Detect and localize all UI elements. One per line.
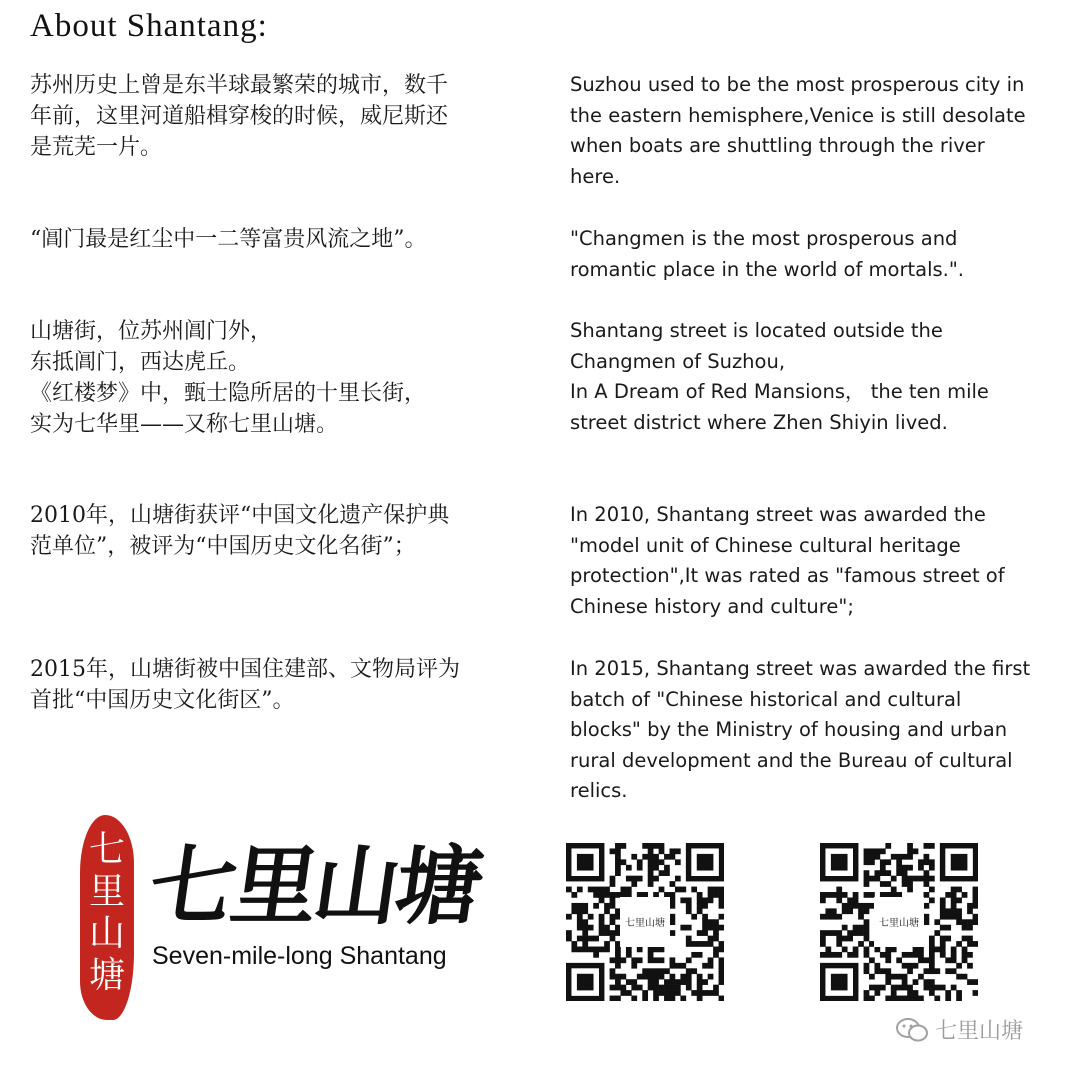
section-zh	[30, 70, 540, 163]
section-en	[570, 654, 1070, 807]
seal-char: 塘	[88, 955, 125, 996]
en-line: relics.	[570, 779, 628, 803]
en-line: batch of "Chinese historical and cultural	[570, 687, 962, 711]
zh-line: 首批“中国历史文化街区”。	[30, 688, 295, 713]
zh-line: 山塘街，位苏州阊门外，	[30, 319, 273, 344]
en-line: here.	[570, 164, 621, 188]
en-line: when boats are shuttling through the river	[570, 134, 985, 158]
section-en	[570, 70, 1070, 192]
en-line: protection",It was rated as "famous street of	[570, 564, 1005, 588]
seal-char: 山	[88, 913, 125, 954]
seal-text	[80, 829, 134, 997]
en-line: Chinese history and culture";	[570, 594, 854, 618]
red-seal	[80, 815, 134, 1020]
zh-line: 年前，这里河道船楫穿梭的时候，威尼斯还	[30, 104, 449, 129]
en-line: "Changmen is the most prosperous and	[570, 227, 958, 250]
en-line: In 2010, Shantang street was awarded the	[570, 503, 986, 526]
qr-badge: 七里山塘	[620, 897, 670, 947]
section-zh	[30, 654, 540, 716]
zh-line: 实为七华里——又称七里山塘。	[30, 412, 339, 437]
en-line: blocks" by the Ministry of housing and urban	[570, 718, 1008, 742]
seal-char: 七	[88, 829, 125, 870]
en-line: "model unit of Chinese cultural heritage	[570, 533, 961, 557]
section-zh	[30, 316, 540, 440]
en-line: In A Dream of Red Mansions， the ten mile	[570, 380, 989, 404]
zh-line: “阊门最是红尘中一二等富贵风流之地”。	[30, 227, 427, 252]
en-line: Suzhou used to be the most prosperous city in	[570, 73, 1025, 96]
en-line: Shantang street is located outside the	[570, 319, 943, 342]
zh-line: 《红楼梦》中，甄士隐所居的十里长街，	[30, 381, 427, 406]
seal-char: 里	[88, 871, 125, 912]
en-line: rural development and the Bureau of cultural	[570, 748, 1013, 772]
section-zh	[30, 500, 540, 562]
en-line: Changmen of Suzhou,	[570, 349, 786, 373]
section-en	[570, 224, 1070, 285]
logo-english: Seven-mile-long Shantang	[152, 942, 447, 970]
watermark	[895, 1014, 1023, 1045]
zh-line: 2010年，山塘街获评“中国文化遗产保护典	[30, 503, 450, 528]
qr-code-1[interactable]	[566, 843, 724, 1001]
page-title: About Shantang:	[30, 8, 268, 44]
section-zh	[30, 224, 540, 255]
en-line: the eastern hemisphere,Venice is still desolate	[570, 103, 1026, 127]
en-line: In 2015, Shantang street was awarded the first	[570, 657, 1031, 680]
zh-line: 东抵阊门，西达虎丘。	[30, 350, 251, 375]
qr-code-2[interactable]	[820, 843, 978, 1001]
logo-calligraphy: 七里山塘	[142, 836, 486, 937]
zh-line: 苏州历史上曾是东半球最繁荣的城市，数千	[30, 73, 449, 98]
watermark-text: 七里山塘	[935, 1019, 1024, 1044]
section-en	[570, 500, 1070, 622]
qr-badge: 七里山塘	[874, 897, 924, 947]
section-en	[570, 316, 1070, 438]
wechat-icon	[895, 1017, 929, 1043]
zh-line: 是荒芜一片。	[30, 135, 163, 160]
en-line: romantic place in the world of mortals.".	[570, 257, 965, 281]
en-line: street district where Zhen Shiyin lived.	[570, 410, 948, 434]
zh-line: 2015年，山塘街被中国住建部、文物局评为	[30, 657, 460, 682]
zh-line: 范单位”，被评为“中国历史文化名街”；	[30, 534, 416, 559]
